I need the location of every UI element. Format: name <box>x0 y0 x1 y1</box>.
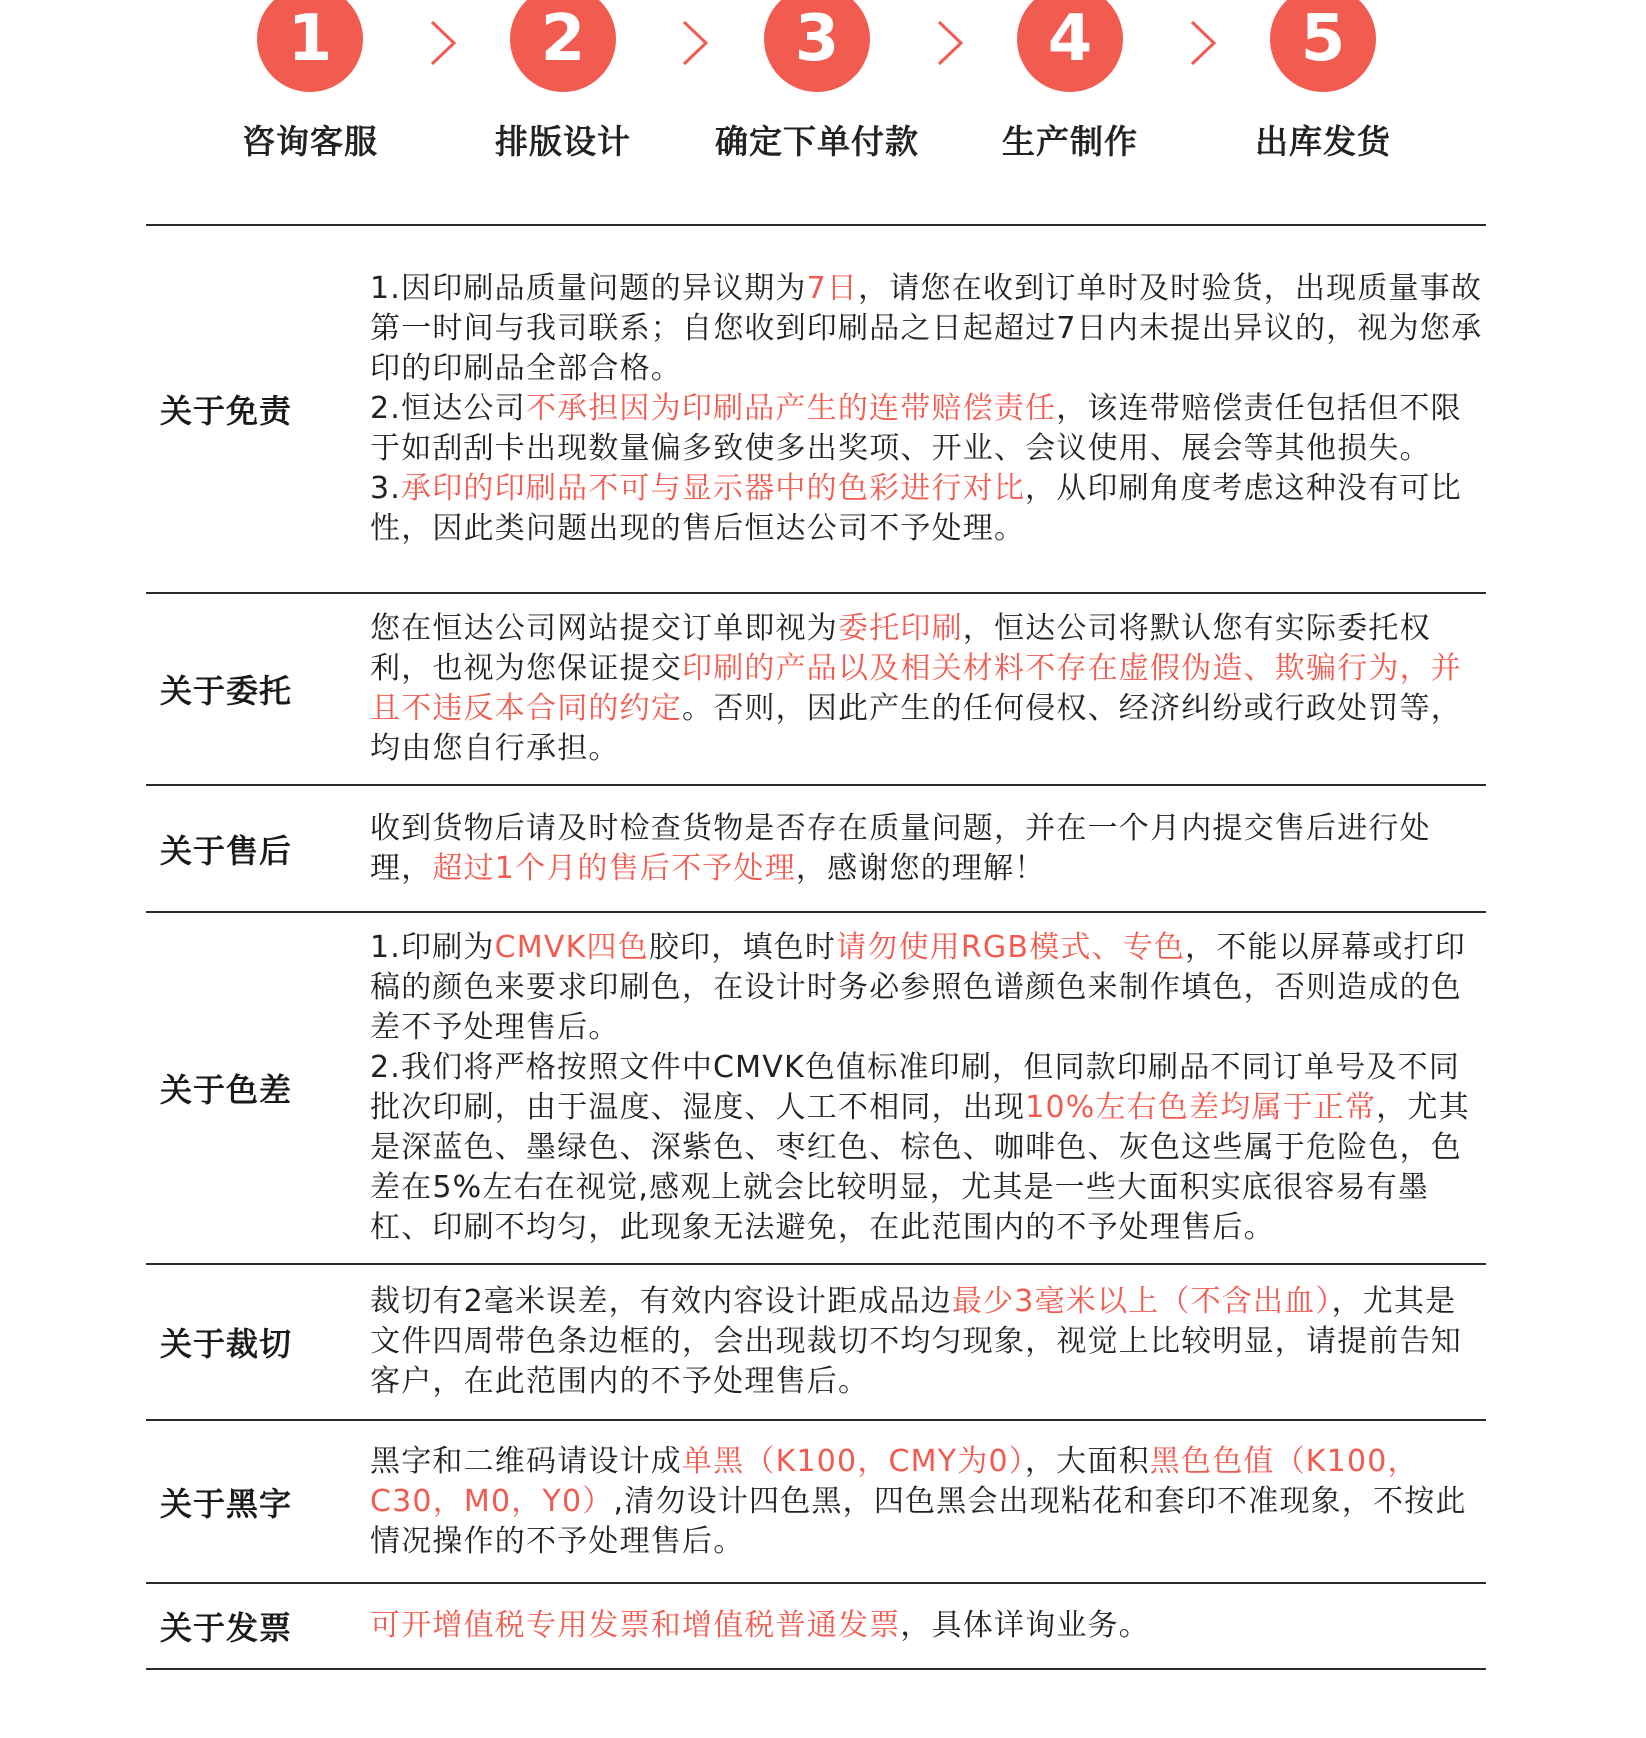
policy-title: 关于裁切 <box>160 1325 293 1363</box>
policy-body <box>370 609 1485 769</box>
body-text: 1.因印刷品质量问题的异议期为 <box>370 271 807 306</box>
policy-body <box>370 1606 1485 1646</box>
highlighted-text: 请勿使用RGB模式、专色 <box>836 930 1186 965</box>
highlighted-text: 委托印刷 <box>838 611 963 646</box>
step-number-badge: 3 <box>764 0 870 92</box>
body-text: 您在恒达公司网站提交订单即视为 <box>370 611 838 646</box>
policy-body <box>370 1282 1485 1402</box>
body-text: 2.恒达公司 <box>370 391 526 426</box>
policy-paragraph <box>370 1048 1485 1248</box>
step-label: 出库发货 <box>1255 122 1391 161</box>
policy-row-entrustment <box>146 594 1486 786</box>
policy-row-disclaimer <box>146 226 1486 594</box>
policy-paragraph <box>370 269 1485 389</box>
step-1 <box>190 0 430 163</box>
step-number-badge: 5 <box>1270 0 1376 92</box>
body-text: ，大面积 <box>1024 1443 1150 1479</box>
highlighted-text: 承印的印刷品不可与显示器中的色彩进行对比 <box>401 471 1026 506</box>
policy-table <box>146 224 1486 1670</box>
step-2 <box>443 0 683 163</box>
policy-paragraph <box>370 928 1485 1048</box>
step-label: 咨询客服 <box>242 122 378 161</box>
step-number-badge: 1 <box>257 0 363 92</box>
policy-paragraph <box>370 1442 1485 1562</box>
policy-title: 关于免责 <box>160 392 293 430</box>
highlighted-text: 7日 <box>806 271 859 306</box>
policy-title: 关于发票 <box>160 1609 293 1647</box>
step-label: 确定下单付款 <box>715 122 919 161</box>
body-text: ，感谢您的理解！ <box>795 850 1046 886</box>
highlighted-text: 单黑（K100，CMY为0） <box>682 1443 1025 1479</box>
policy-paragraph <box>370 1282 1485 1402</box>
body-text: ,清勿设计四色黑，四色黑会出现粘花和套印不准现象，不按此情况操作的不予处理售后。 <box>370 1483 1467 1559</box>
body-text: 裁切有2毫米误差，有效内容设计距成品边 <box>370 1284 952 1319</box>
highlighted-text: 最少3毫米以上（不含出血） <box>951 1284 1332 1319</box>
body-text: ，尤其是文件四周带色条边框的，会出现裁切不均匀现象，视觉上比较明显，请提前告知客户，在此范围内的不予处理售后。 <box>370 1284 1462 1399</box>
body-text: 1.印刷为 <box>370 930 495 965</box>
step-4 <box>950 0 1190 163</box>
step-number-badge: 4 <box>1017 0 1123 92</box>
policy-row-cutting <box>146 1265 1486 1421</box>
policy-body <box>370 269 1485 549</box>
body-text: 胶印，填色时 <box>648 930 837 965</box>
highlighted-text: 10%左右色差均属于正常 <box>1025 1090 1377 1125</box>
highlighted-text: 超过1个月的售后不予处理 <box>432 850 796 886</box>
policy-title: 关于色差 <box>160 1071 293 1109</box>
policy-body <box>370 809 1485 889</box>
policy-row-color-difference <box>146 913 1486 1265</box>
highlighted-text: 黑色色值（K100，C30，M0，Y0） <box>370 1443 1419 1519</box>
step-label: 生产制作 <box>1002 122 1138 161</box>
policy-paragraph <box>370 389 1485 469</box>
policy-title: 关于黑字 <box>160 1484 293 1523</box>
body-text: ，恒达公司将默认您有实际委托权利，也视为您保证提交 <box>370 611 1431 686</box>
body-text: ，从印刷角度考虑这种没有可比性，因此类问题出现的售后恒达公司不予处理。 <box>370 471 1462 546</box>
policy-row-invoice <box>146 1584 1486 1670</box>
policy-body <box>370 928 1485 1248</box>
highlighted-text: CMVK四色 <box>494 930 649 965</box>
step-label: 排版设计 <box>495 122 631 161</box>
body-text: 3. <box>370 471 402 506</box>
policy-title: 关于售后 <box>160 831 293 870</box>
body-text: 黑字和二维码请设计成 <box>370 1443 682 1479</box>
highlighted-text: 可开增值税专用发票和增值税普通发票 <box>370 1608 901 1643</box>
body-text: ，具体详询业务。 <box>900 1608 1151 1643</box>
body-text: 2.我们将严格按照文件中CMVK色值标准印刷，但同款印刷品不同订单号及不同批次印刷，由于温度、湿度、人工不相同，出现 <box>370 1050 1461 1125</box>
step-5 <box>1203 0 1443 163</box>
policy-row-after-sales <box>146 786 1486 913</box>
step-3 <box>697 0 937 163</box>
body-text: 收到货物后请及时检查货物是否存在质量问题，并在一个月内提交售后进行处理， <box>370 810 1431 886</box>
body-text: ，该连带赔偿责任包括但不限于如刮刮卡出现数量偏多致使多出奖项、开业、会议使用、展会等其他损失。 <box>370 391 1462 466</box>
step-number-badge: 2 <box>510 0 616 92</box>
policy-title: 关于委托 <box>160 672 293 710</box>
process-steps <box>0 0 1646 170</box>
policy-paragraph <box>370 1606 1485 1646</box>
policy-row-black-text <box>146 1421 1486 1584</box>
body-text: 。否则，因此产生的任何侵权、经济纠纷或行政处罚等，均由您自行承担。 <box>370 691 1462 766</box>
highlighted-text: 印刷的产品以及相关材料不存在虚假伪造、欺骗行为，并且不违反本合同的约定 <box>370 651 1462 726</box>
highlighted-text: 不承担因为印刷品产生的连带赔偿责任 <box>525 391 1057 426</box>
policy-paragraph <box>370 469 1485 549</box>
body-text: ，不能以屏幕或打印稿的颜色来要求印刷色，在设计时务必参照色谱颜色来制作填色，否则造成的色差不予处理售后。 <box>370 930 1466 1045</box>
body-text: ，请您在收到订单时及时验货，出现质量事故第一时间与我司联系；自您收到印刷品之日起超过7日内未提出异议的，视为您承印的印刷品全部合格。 <box>370 271 1483 386</box>
policy-body <box>370 1442 1485 1562</box>
policy-paragraph <box>370 809 1485 889</box>
body-text: ，尤其是深蓝色、墨绿色、深紫色、枣红色、棕色、咖啡色、灰色这些属于危险色，色差在5%左右在视觉,感观上就会比较明显，尤其是一些大面积实底很容易有墨杠、印刷不均匀，此现象无法避免，在此范围内的不予处理售后。 <box>370 1090 1470 1245</box>
policy-paragraph <box>370 609 1485 769</box>
